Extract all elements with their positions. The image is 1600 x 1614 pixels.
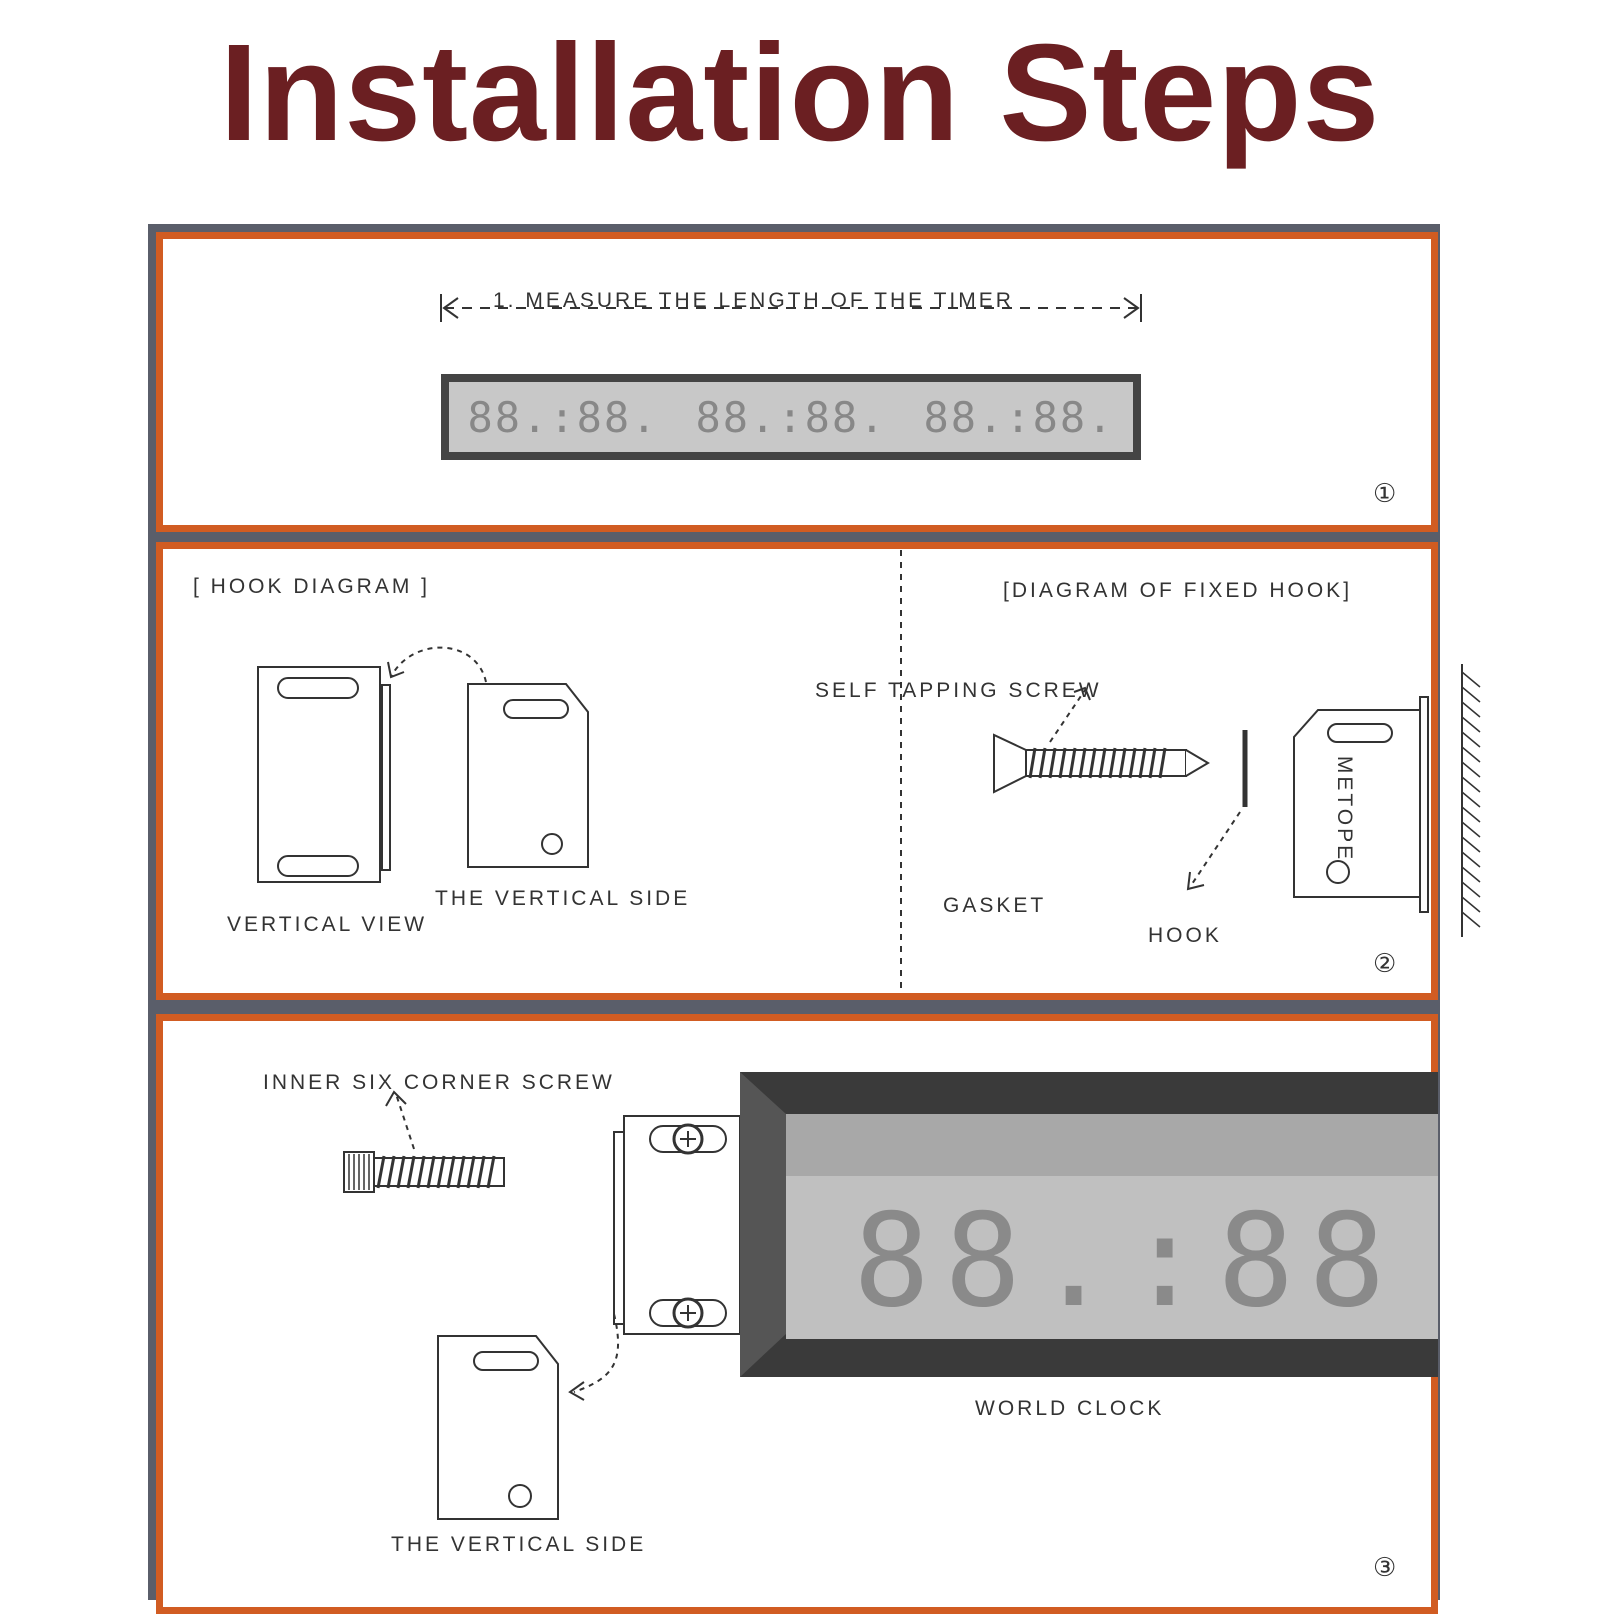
timer-digits-1: 88.:88. <box>467 392 659 442</box>
world-clock-label: WORLD CLOCK <box>975 1397 1165 1420</box>
step2-panel <box>156 542 1438 1000</box>
vertical-side-label: THE VERTICAL SIDE <box>435 887 691 910</box>
fixed-hook-heading: [DIAGRAM OF FIXED HOOK] <box>1003 579 1353 602</box>
world-clock-digits: 88.:88 <box>853 1197 1400 1327</box>
vertical-view-label: VERTICAL VIEW <box>227 913 428 936</box>
hook-label: HOOK <box>1148 924 1222 947</box>
step2-number: ② <box>1373 949 1397 979</box>
hex-screw-label: INNER SIX CORNER SCREW <box>263 1071 615 1094</box>
step1-panel <box>156 232 1438 532</box>
timer-digits-3: 88.:88. <box>923 392 1115 442</box>
timer-digits-2: 88.:88. <box>695 392 887 442</box>
step3-vertical-side-label: THE VERTICAL SIDE <box>391 1533 647 1556</box>
hook-diagram-heading: [ HOOK DIAGRAM ] <box>193 575 431 598</box>
step3-number: ③ <box>1373 1553 1397 1583</box>
step1-instruction: 1. MEASURE THE LENGTH OF THE TIMER <box>493 289 1014 312</box>
wall-label: METOPE <box>1333 755 1357 863</box>
step1-number: ① <box>1373 479 1397 509</box>
page-title: Installation Steps <box>219 16 1381 170</box>
gasket-label: GASKET <box>943 894 1047 917</box>
timer-lcd <box>449 382 1133 452</box>
step3-panel <box>156 1014 1438 1614</box>
timer-display <box>441 374 1141 460</box>
wall-hatch <box>1462 672 1480 927</box>
screw-label: SELF TAPPING SCREW <box>815 679 1102 702</box>
